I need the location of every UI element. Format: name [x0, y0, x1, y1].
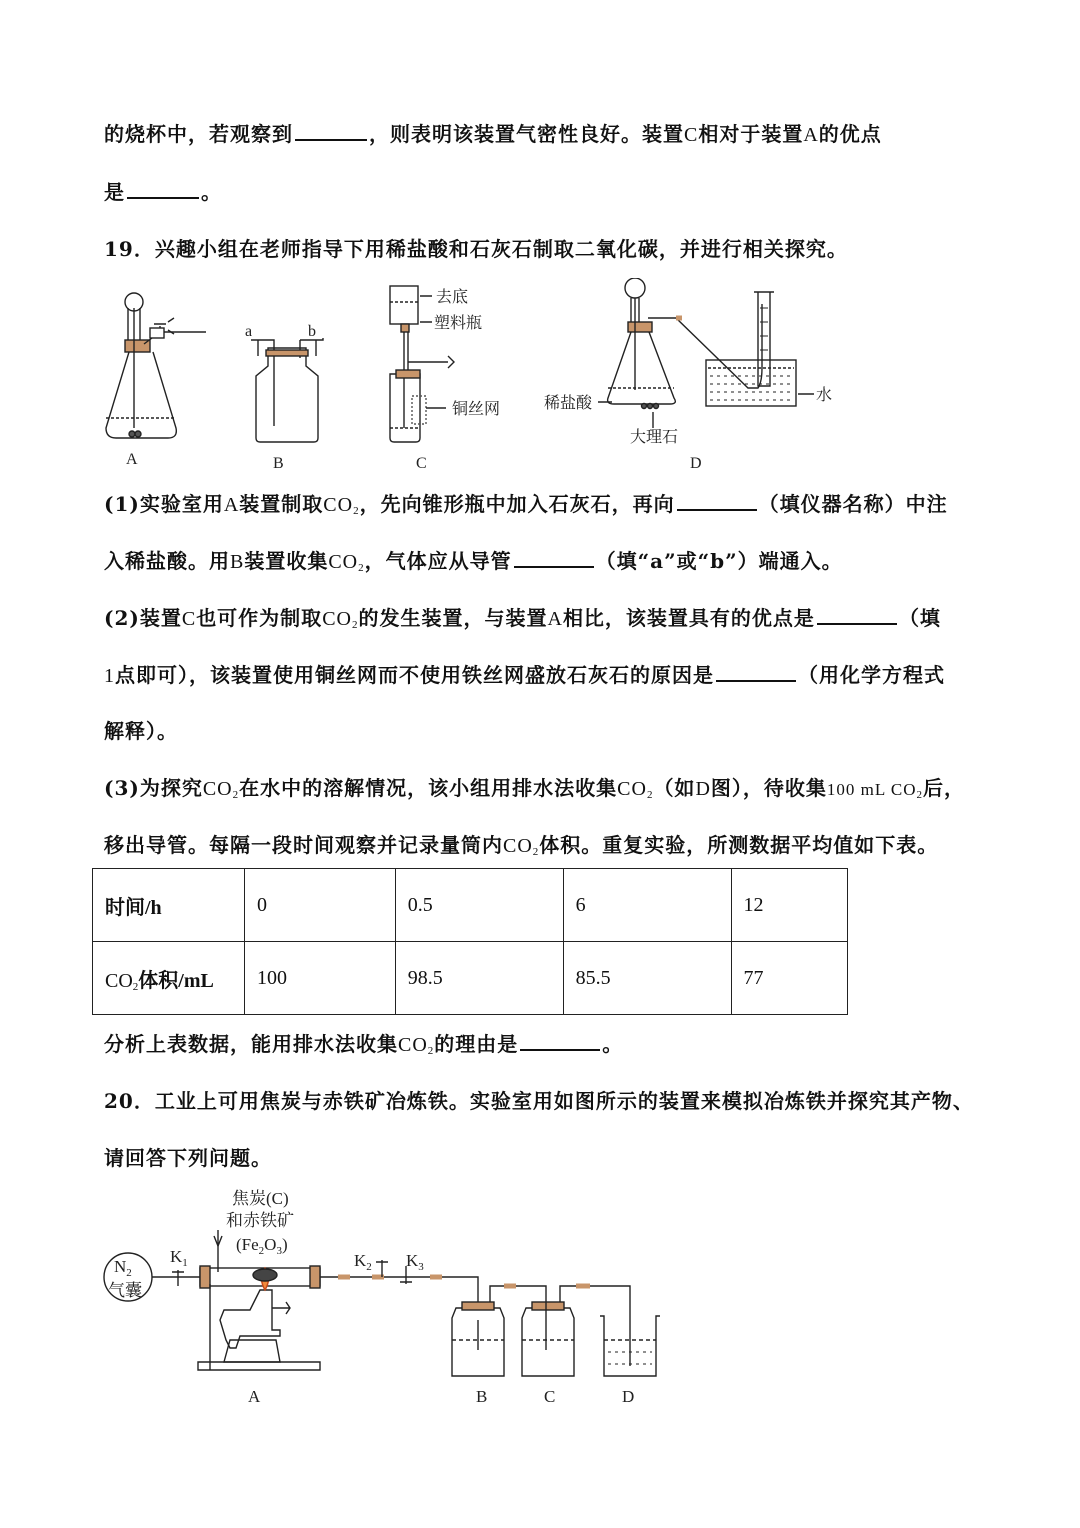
table-row [93, 869, 848, 942]
table-cell: 98.5 [395, 942, 563, 1015]
fig19-suliaoping: 塑料瓶 [434, 315, 483, 332]
text-seg: 20．工业上可用焦炭与赤铁矿冶炼铁。实验室用如图所示的装置来模拟冶炼铁并探究其产物、 [104, 1089, 974, 1113]
fig20-k3 [406, 1251, 424, 1273]
co2-formula: CO [503, 835, 533, 857]
text-seg: ，则表明该装置气密性良好。装置 [369, 122, 684, 146]
text-seg: （填仪器名称）中注 [758, 492, 948, 516]
subscript: 2 [258, 1245, 265, 1257]
subscript: 2 [646, 789, 654, 801]
text-seg: 体积。重复实验，所测数据平均值如下表。 [539, 833, 939, 857]
answer-blank[interactable] [127, 181, 199, 199]
co2-formula: CO [617, 778, 647, 800]
answer-blank[interactable] [514, 550, 594, 568]
co2-formula: CO [322, 608, 352, 630]
text-seg: 相对于装置 [698, 122, 804, 146]
figure-19-apparatus [98, 278, 838, 476]
text-seg: 移出导管。每隔一段时间观察并记录量筒内 [104, 833, 503, 857]
text-seg: (Fe [236, 1235, 259, 1254]
fig20-k1 [170, 1247, 188, 1269]
text-seg: 解释）。 [104, 719, 178, 743]
apparatus-a [106, 293, 206, 438]
text-seg: K [406, 1251, 419, 1270]
table-header-cell: 时间/h [93, 869, 245, 942]
co2-formula: CO [328, 551, 359, 573]
fig19-shui: 水 [816, 387, 833, 404]
fig19-dalishi: 大理石 [630, 429, 679, 446]
text-seg: 装置制取 [239, 492, 324, 516]
text-seg: 的发生装置，与装置 [358, 606, 548, 630]
table-cell: 6 [563, 869, 731, 942]
text-line-1 [104, 118, 882, 147]
fig20-label-d: D [622, 1387, 635, 1406]
text-line-p1 [104, 488, 948, 517]
text-seg: C [684, 124, 699, 146]
table-cell: 0 [245, 869, 396, 942]
subscript: 2 [358, 562, 365, 574]
text-seg: 19．兴趣小组在老师指导下用稀盐酸和石灰石制取二氧化碳，并进行相关探究。 [104, 237, 848, 261]
text-seg: C [181, 608, 197, 630]
text-seg: 的优点 [818, 122, 882, 146]
text-seg: 图），待收集 [710, 776, 827, 800]
text-seg: 的理由是 [434, 1032, 519, 1056]
table-header-cell [93, 942, 245, 1015]
answer-blank[interactable] [817, 607, 897, 625]
table-cell: 12 [731, 869, 848, 942]
text-seg: A [547, 608, 563, 630]
question-19-title [104, 233, 848, 262]
co2-formula: CO [105, 969, 133, 992]
text-seg: 。 [201, 180, 222, 204]
fig20-fe2o3 [236, 1235, 288, 1257]
text-seg: ，先向锥形瓶中加入石灰石，再向 [359, 492, 675, 516]
text-seg: (3)为探究 [104, 776, 203, 800]
fig19-tongsiwang: 铜丝网 [452, 401, 501, 418]
text-seg: 100 mL CO [826, 780, 917, 799]
subscript: 2 [232, 789, 240, 801]
subscript: 2 [132, 980, 139, 993]
text-seg: （填“a”或“b”）端通入。 [595, 549, 843, 573]
co2-formula: CO [323, 494, 354, 516]
text-line-2 [104, 176, 222, 205]
fig19-label-c: C [416, 455, 427, 472]
text-seg: （填 [898, 606, 941, 630]
co2-formula: CO [202, 778, 233, 800]
subscript: 2 [532, 846, 540, 858]
text-seg: 的烧杯中，若观察到 [104, 122, 293, 146]
text-seg: A [223, 494, 240, 516]
text-line-p4 [104, 659, 945, 688]
subscript: 2 [353, 505, 360, 517]
apparatus-c [390, 286, 454, 442]
text-seg: （用化学方程式 [798, 663, 945, 687]
text-seg: 在水中的溶解情况，该小组用排水法收集 [239, 776, 618, 800]
answer-blank[interactable] [677, 493, 757, 511]
text-seg: O [264, 1235, 277, 1254]
subscript: 2 [427, 1045, 435, 1057]
fig20-hechitiekuang: 和赤铁矿 [226, 1211, 294, 1230]
text-seg: 1 [104, 665, 115, 687]
data-table [92, 868, 848, 1015]
subscript: 2 [366, 1261, 372, 1273]
fig19-label-a-port: a [245, 323, 253, 340]
text-seg: 相比，该装置具有的优点是 [562, 606, 815, 630]
answer-blank[interactable] [520, 1033, 600, 1051]
subscript: 2 [126, 1267, 132, 1279]
fig20-label-c: C [544, 1387, 556, 1406]
apparatus-d [598, 278, 814, 428]
fig19-qudi: 去底 [436, 289, 469, 306]
text-line-p2 [104, 545, 843, 574]
fig20-k2 [354, 1251, 372, 1273]
text-seg: B [230, 551, 245, 573]
fig20-jiaotan: 焦炭(C) [232, 1189, 289, 1208]
fig20-label-a: A [248, 1387, 261, 1406]
apparatus-b [251, 338, 323, 442]
text-line-p5 [104, 715, 178, 744]
text-seg: 点即可），该装置使用铜丝网而不使用铁丝网盛放石灰石的原因是 [115, 663, 714, 687]
answer-blank[interactable] [716, 664, 796, 682]
text-seg: 。 [602, 1032, 624, 1056]
table-cell: 85.5 [563, 942, 731, 1015]
text-line-p6 [104, 772, 965, 801]
fig19-label-b-port: b [308, 323, 316, 340]
text-seg: 后， [922, 776, 965, 800]
subscript: 2 [916, 789, 923, 801]
fig20-label-b: B [476, 1387, 488, 1406]
table-cell: 100 [245, 942, 396, 1015]
fig19-label-b: B [273, 455, 284, 472]
answer-blank[interactable] [295, 123, 367, 141]
table-cell: 77 [731, 942, 848, 1015]
subscript: 2 [351, 619, 359, 631]
text-seg: K [354, 1251, 367, 1270]
text-seg: 是 [104, 180, 125, 204]
subscript: 3 [418, 1261, 424, 1273]
subscript: 1 [182, 1257, 188, 1269]
text-seg: 也可作为制取 [196, 606, 323, 630]
text-seg: N [114, 1257, 127, 1276]
text-line-p3 [104, 602, 941, 631]
text-seg: 装置收集 [244, 549, 329, 573]
fig20-qinang: 气囊 [108, 1281, 142, 1300]
text-seg: 分析上表数据，能用排水法收集 [104, 1032, 398, 1056]
text-seg: （如 [653, 776, 696, 800]
text-seg: (1)实验室用 [104, 492, 224, 516]
fig19-label-a: A [126, 451, 138, 468]
fig20-n2 [114, 1257, 132, 1279]
question-20-subtitle [104, 1142, 272, 1171]
text-seg: K [170, 1247, 183, 1266]
fig19-xiyansuan: 稀盐酸 [544, 395, 593, 412]
figure-20-apparatus [100, 1180, 680, 1410]
fig19-label-d: D [690, 455, 702, 472]
text-line-p7 [104, 829, 938, 858]
text-seg: ) [281, 1235, 288, 1254]
text-seg: D [695, 778, 711, 800]
text-seg: 请回答下列问题。 [104, 1146, 272, 1170]
text-seg: A [803, 124, 819, 146]
text-seg: (2)装置 [104, 606, 182, 630]
question-20-title [104, 1085, 974, 1114]
table-row [93, 942, 848, 1015]
subscript-3: 3 [276, 1245, 282, 1257]
text-seg: 入稀盐酸。用 [104, 549, 230, 573]
text-seg: 体积/mL [138, 969, 214, 992]
text-line-p8 [104, 1028, 623, 1057]
table-cell: 0.5 [395, 869, 563, 942]
co2-formula: CO [398, 1034, 428, 1056]
text-seg: ，气体应从导管 [364, 549, 512, 573]
